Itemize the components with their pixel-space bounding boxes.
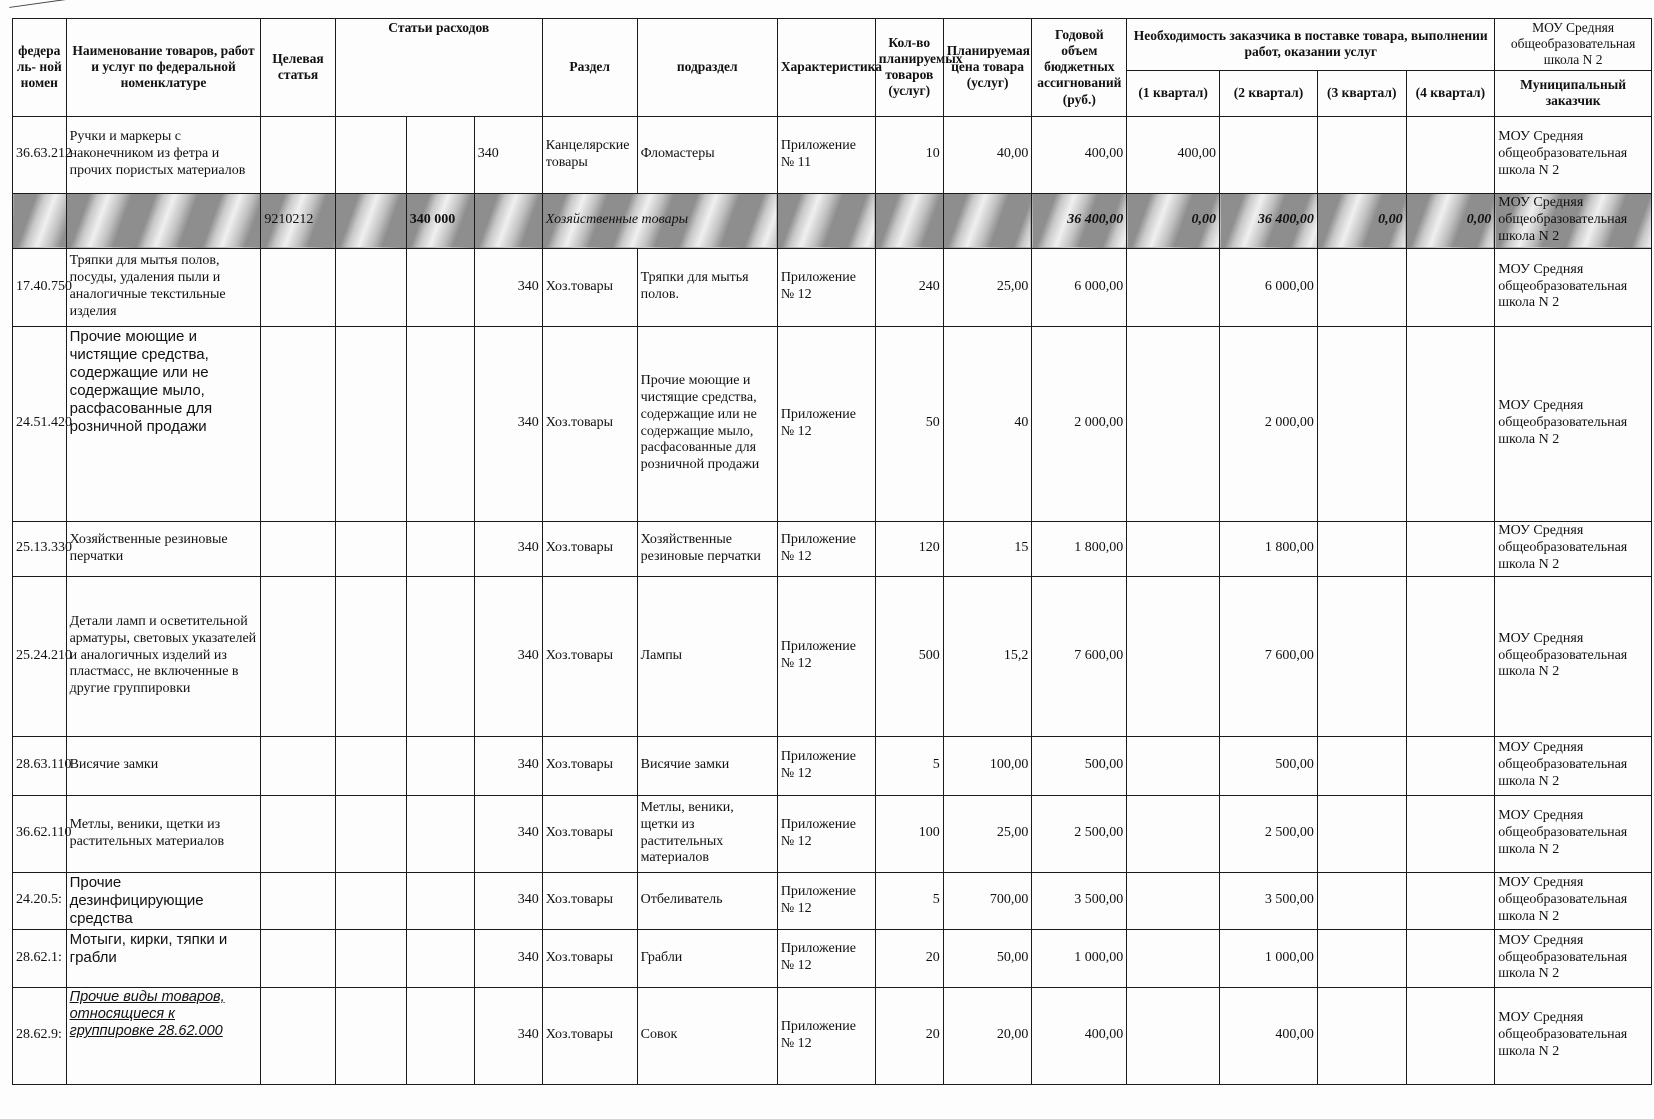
row-subsection: Лампы [637,576,777,736]
row-annual: 400,00 [1032,987,1127,1084]
row-qty: 20 [875,929,943,987]
row-customer: МОУ Средняя общеобразовательная школа N 2 [1495,521,1652,576]
row-customer: МОУ Средняя общеобразовательная школа N 2 [1495,116,1652,193]
row-section: Хоз.товары [542,576,637,736]
row-q1 [1127,987,1220,1084]
row-annual: 1 000,00 [1032,929,1127,987]
header-need: Необходимость заказчика в поставке товара, выполнении работ, оказании услуг [1127,19,1495,71]
row-subsection: Фломастеры [637,116,777,193]
row-article: 340 [474,987,542,1084]
group-q1: 0,00 [1127,193,1220,248]
row-article: 340 [474,872,542,929]
row-characteristic: Приложение № 12 [777,872,875,929]
row-name: Метлы, веники, щетки из растительных материалов [66,795,261,872]
row-customer: МОУ Средняя общеобразовательная школа N 2 [1495,987,1652,1084]
row-qty: 50 [875,326,943,521]
header-name: Наименование товаров, работ и услуг по федеральной номенклатуре [66,19,261,117]
row-article: 340 [474,326,542,521]
row-q2: 1 800,00 [1220,521,1318,576]
row-annual: 3 500,00 [1032,872,1127,929]
row-article: 340 [474,795,542,872]
row-annual: 6 000,00 [1032,248,1127,326]
group-row [13,193,1652,248]
row-annual: 400,00 [1032,116,1127,193]
row-code: 28.62.1: [13,929,67,987]
row-subsection: Прочие моющие и чистящие средства, содержащие или не содержащие мыло, расфасованные для розничной продажи [637,326,777,521]
table-row [13,576,1652,736]
row-q2: 2 500,00 [1220,795,1318,872]
row-q2: 400,00 [1220,987,1318,1084]
row-section: Хоз.товары [542,248,637,326]
table-row [13,736,1652,795]
row-code: 25.24.210 [13,576,67,736]
row-price: 50,00 [943,929,1032,987]
row-subsection: Висячие замки [637,736,777,795]
row-code: 28.62.9: [13,987,67,1084]
row-code: 24.51.420 [13,326,67,521]
row-customer: МОУ Средняя общеобразовательная школа N 2 [1495,736,1652,795]
row-q2 [1220,116,1318,193]
row-qty: 500 [875,576,943,736]
row-customer: МОУ Средняя общеобразовательная школа N 2 [1495,576,1652,736]
table-row [13,929,1652,987]
row-section: Хоз.товары [542,872,637,929]
row-characteristic: Приложение № 12 [777,248,875,326]
row-subsection: Тряпки для мытья полов. [637,248,777,326]
row-characteristic: Приложение № 12 [777,576,875,736]
row-price: 100,00 [943,736,1032,795]
row-price: 40 [943,326,1032,521]
row-characteristic: Приложение № 12 [777,929,875,987]
group-target: 9210212 [261,193,335,248]
row-characteristic: Приложение № 12 [777,326,875,521]
header-qty: Кол-во планируемых товаров (услуг) [875,19,943,117]
header-q4: (4 квартал) [1406,70,1495,116]
table-row [13,326,1652,521]
row-price: 25,00 [943,248,1032,326]
row-characteristic: Приложение № 11 [777,116,875,193]
row-q1 [1127,576,1220,736]
header-annual: Годовой объем бюджетных ассигнований (руб.) [1032,19,1127,117]
header-q1: (1 квартал) [1127,70,1220,116]
row-qty: 100 [875,795,943,872]
row-name: Прочие дезинфицирующие средства [66,872,261,929]
row-price: 15 [943,521,1032,576]
row-name: Прочие моющие и чистящие средства, содержащие или не содержащие мыло, расфасованные для розничной продажи [66,326,261,521]
row-price: 700,00 [943,872,1032,929]
group-customer: МОУ Средняя общеобразовательная школа N 2 [1495,193,1652,248]
table-row [13,521,1652,576]
table-row [13,795,1652,872]
header-q2: (2 квартал) [1220,70,1318,116]
row-subsection: Метлы, веники, щетки из растительных материалов [637,795,777,872]
row-code: 24.20.5: [13,872,67,929]
group-q3: 0,00 [1317,193,1406,248]
table-row [13,248,1652,326]
group-annual: 36 400,00 [1032,193,1127,248]
row-code: 36.62.110 [13,795,67,872]
group-q2: 36 400,00 [1220,193,1318,248]
row-section: Хоз.товары [542,736,637,795]
row-price: 25,00 [943,795,1032,872]
row-customer: МОУ Средняя общеобразовательная школа N 2 [1495,795,1652,872]
group-q4: 0,00 [1406,193,1495,248]
header-subsection: подраздел [637,19,777,117]
row-customer: МОУ Средняя общеобразовательная школа N 2 [1495,872,1652,929]
row-name: Тряпки для мытья полов, посуды, удаления пыли и аналогичные текстильные изделия [66,248,261,326]
row-price: 40,00 [943,116,1032,193]
row-annual: 7 600,00 [1032,576,1127,736]
row-article: 340 [474,576,542,736]
row-q1 [1127,248,1220,326]
row-q1 [1127,872,1220,929]
row-characteristic: Приложение № 12 [777,736,875,795]
row-price: 20,00 [943,987,1032,1084]
row-subsection: Совок [637,987,777,1084]
header-customer: Муниципальный заказчик [1495,70,1652,116]
row-code: 25.13.330 [13,521,67,576]
row-customer: МОУ Средняя общеобразовательная школа N 2 [1495,929,1652,987]
row-section: Хоз.товары [542,795,637,872]
procurement-table [12,18,1652,1085]
row-article: 340 [474,736,542,795]
header-target: Целевая статья [261,19,335,117]
row-q1 [1127,326,1220,521]
header-character: Характеристика [777,19,875,117]
row-article: 340 [474,116,542,193]
header-q3: (3 квартал) [1317,70,1406,116]
row-section: Хоз.товары [542,929,637,987]
row-customer: МОУ Средняя общеобразовательная школа N 2 [1495,248,1652,326]
row-section: Хоз.товары [542,987,637,1084]
header-price: Планируемая цена товара (услуг) [943,19,1032,117]
row-q2: 500,00 [1220,736,1318,795]
row-annual: 1 800,00 [1032,521,1127,576]
header-expense: Статьи расходов [335,19,542,117]
table-row [13,872,1652,929]
row-name: Детали ламп и осветительной арматуры, световых указателей и аналогичных изделий из пластмасс, не включенные в другие группировки [66,576,261,736]
row-q2: 3 500,00 [1220,872,1318,929]
row-name: Хозяйственные резиновые перчатки [66,521,261,576]
header-school: МОУ Средняя общеобразовательная школа N 2 [1495,19,1652,71]
group-expense: 340 000 [406,193,474,248]
row-characteristic: Приложение № 12 [777,795,875,872]
row-article: 340 [474,248,542,326]
row-name: Прочие виды товаров, относящиеся к группировке 28.62.000 [66,987,261,1084]
row-qty: 120 [875,521,943,576]
row-q2: 6 000,00 [1220,248,1318,326]
row-q1 [1127,736,1220,795]
row-article: 340 [474,929,542,987]
row-qty: 240 [875,248,943,326]
header-code: федера ль- ной номен [13,19,67,117]
row-qty: 20 [875,987,943,1084]
row-q1 [1127,795,1220,872]
group-section: Хозяйственные товары [542,193,777,248]
table-row [13,987,1652,1084]
row-characteristic: Приложение № 12 [777,987,875,1084]
row-section: Хоз.товары [542,326,637,521]
row-characteristic: Приложение № 12 [777,521,875,576]
row-name: Ручки и маркеры с наконечником из фетра и прочих пористых материалов [66,116,261,193]
row-name: Висячие замки [66,736,261,795]
row-q1 [1127,929,1220,987]
row-code: 36.63.212 [13,116,67,193]
row-article: 340 [474,521,542,576]
row-qty: 5 [875,736,943,795]
row-customer: МОУ Средняя общеобразовательная школа N 2 [1495,326,1652,521]
row-code: 17.40.750 [13,248,67,326]
row-code: 28.63.110 [13,736,67,795]
row-section: Канцелярские товары [542,116,637,193]
row-q2: 7 600,00 [1220,576,1318,736]
row-q1 [1127,521,1220,576]
row-q2: 2 000,00 [1220,326,1318,521]
row-annual: 2 500,00 [1032,795,1127,872]
header-section: Раздел [542,19,637,117]
row-q2: 1 000,00 [1220,929,1318,987]
row-annual: 2 000,00 [1032,326,1127,521]
row-q1: 400,00 [1127,116,1220,193]
table-row [13,116,1652,193]
row-name: Мотыги, кирки, тяпки и грабли [66,929,261,987]
row-price: 15,2 [943,576,1032,736]
row-qty: 10 [875,116,943,193]
row-annual: 500,00 [1032,736,1127,795]
row-section: Хоз.товары [542,521,637,576]
row-subsection: Хозяйственные резиновые перчатки [637,521,777,576]
row-subsection: Отбеливатель [637,872,777,929]
row-subsection: Грабли [637,929,777,987]
row-qty: 5 [875,872,943,929]
